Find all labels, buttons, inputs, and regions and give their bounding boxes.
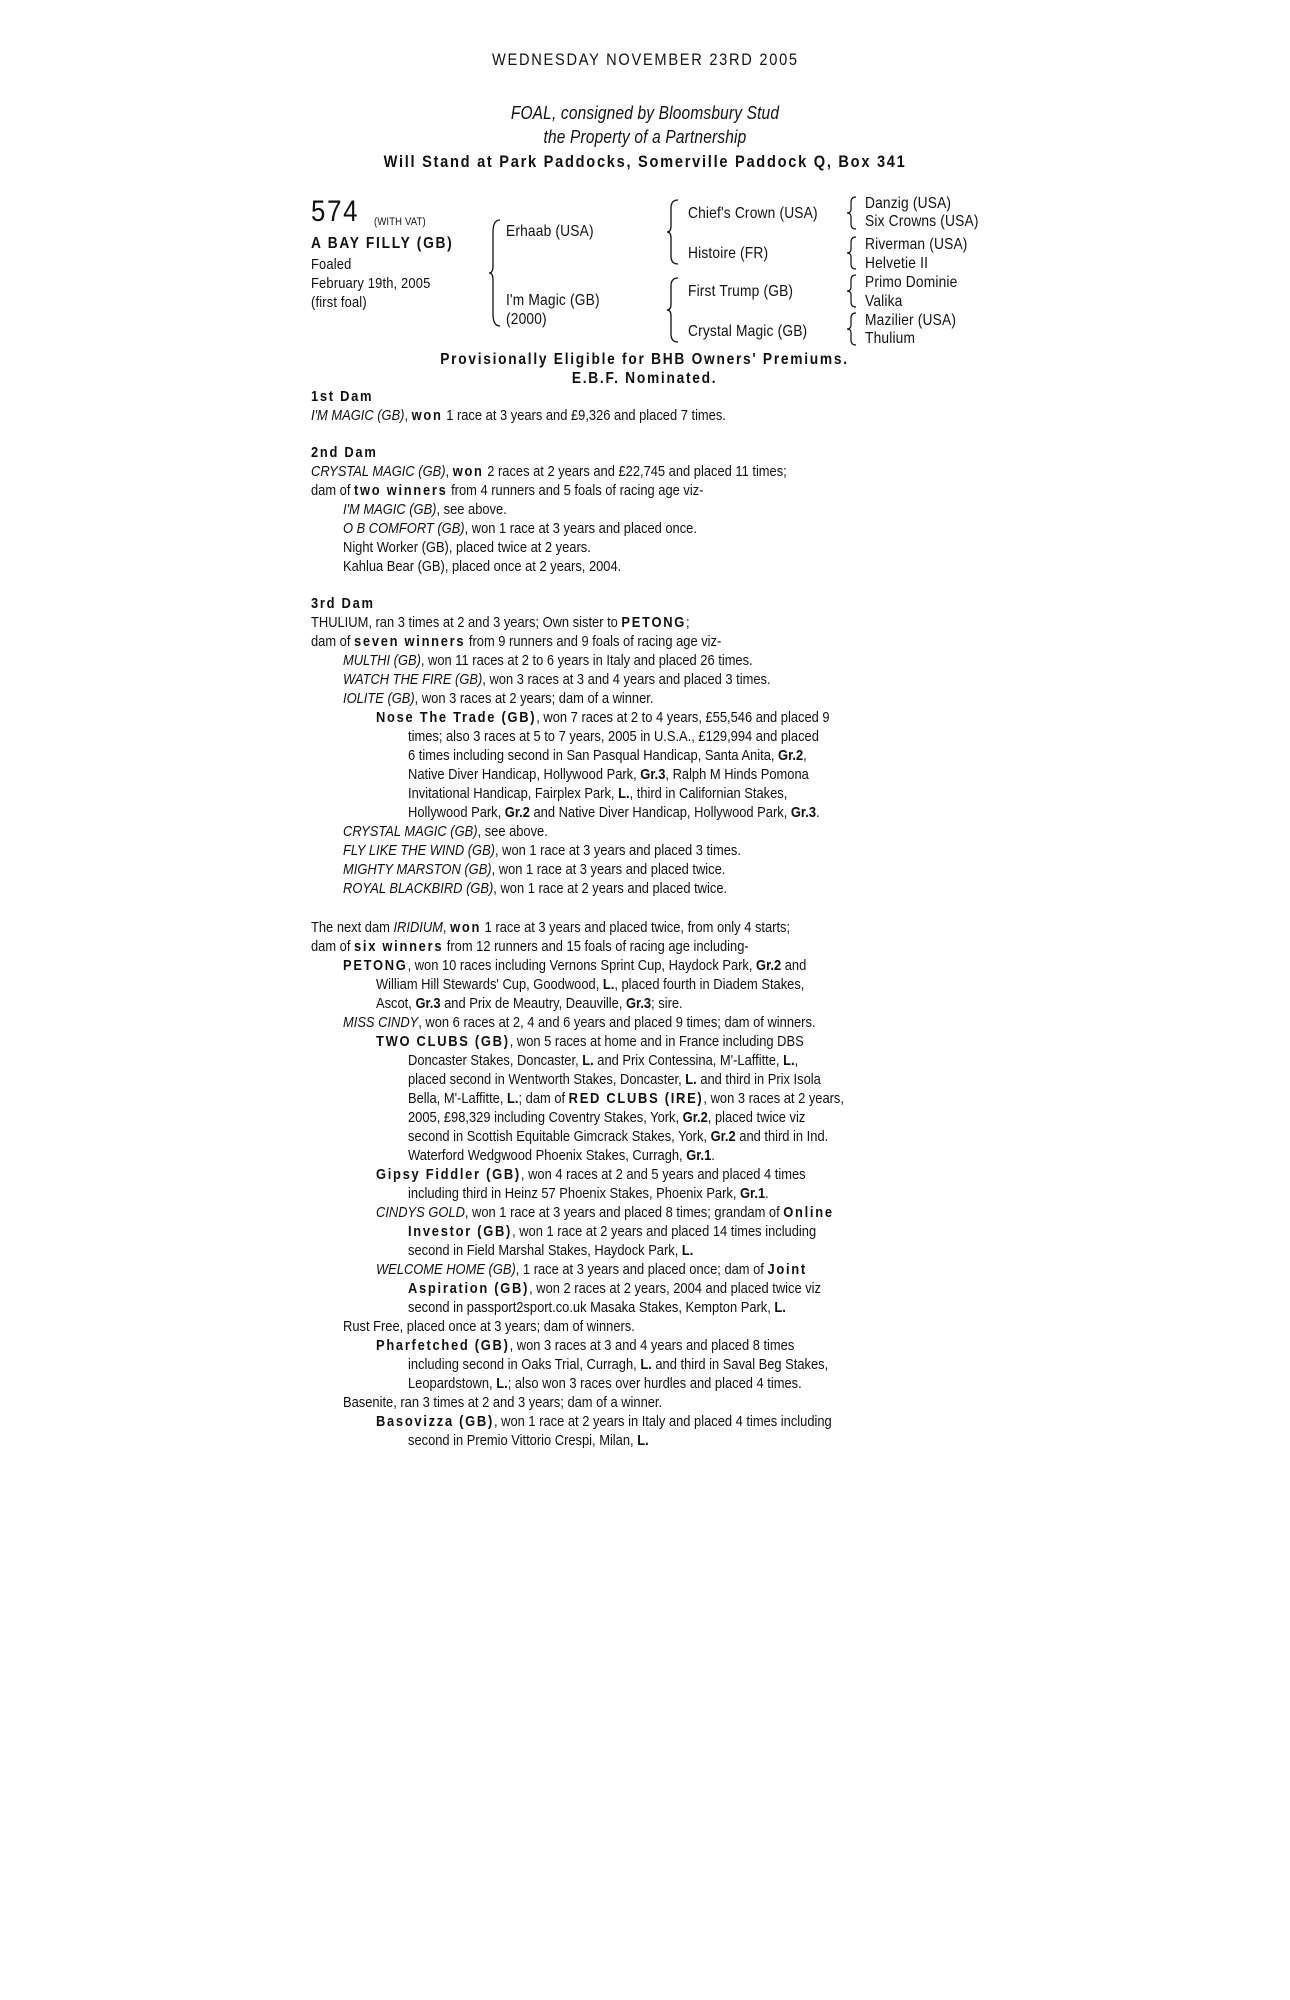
pedigree-g5: Primo Dominie	[865, 274, 958, 291]
gipsy-fiddler-line-2: including third in Heinz 57 Phoenix Stakes, Phoenix Park, Gr.1.	[408, 1185, 769, 1202]
nose-the-trade-line-5: Invitational Handicap, Fairplex Park, L., third in Californian Stakes,	[408, 785, 788, 802]
pedigree-dam-year: (2000)	[506, 311, 547, 328]
two-clubs-line-6: second in Scottish Equitable Gimcrack Stakes, York, Gr.2 and third in Ind.	[408, 1128, 829, 1145]
eligibility-premiums: Provisionally Eligible for BHB Owners' Premiums.	[440, 351, 850, 368]
pharfetched-line-2: including second in Oaks Trial, Curragh, L. and third in Saval Beg Stakes,	[408, 1356, 829, 1373]
pedigree-g3: Riverman (USA)	[865, 236, 968, 253]
nose-the-trade-line-2: times; also 3 races at 5 to 7 years, 2005 in U.S.A., £129,994 and placed	[408, 728, 819, 745]
sale-date: WEDNESDAY NOVEMBER 23RD 2005	[491, 50, 799, 69]
pedigree-g8: Thulium	[865, 330, 916, 347]
third-dam-progeny-4: CRYSTAL MAGIC (GB), see above.	[343, 823, 548, 840]
second-dam-progeny-3: Night Worker (GB), placed twice at 2 years.	[343, 539, 591, 556]
pharfetched-line-3: Leopardstown, L.; also won 3 races over hurdles and placed 4 times.	[408, 1375, 802, 1392]
pedigree-dam-sire: First Trump (GB)	[688, 283, 794, 300]
pedigree-g2: Six Crowns (USA)	[865, 213, 979, 230]
third-dam-produce: dam of seven winners from 9 runners and 9 foals of racing age viz-	[311, 633, 722, 650]
second-dam-produce: dam of two winners from 4 runners and 5 foals of racing age viz-	[311, 482, 704, 499]
two-clubs-line-3: placed second in Wentworth Stakes, Doncaster, L. and third in Prix Isola	[408, 1071, 821, 1088]
lot-description: A BAY FILLY (GB)	[311, 235, 454, 252]
pedigree-sire-dam: Histoire (FR)	[688, 245, 769, 262]
first-foal-note: (first foal)	[311, 294, 367, 311]
eligibility-ebf: E.B.F. Nominated.	[572, 370, 718, 387]
sire-line-brace	[666, 198, 680, 271]
first-dam-heading: 1st Dam	[311, 388, 374, 405]
third-dam-progeny-5: FLY LIKE THE WIND (GB), won 1 race at 3 years and placed 3 times.	[343, 842, 741, 859]
pedigree-g6: Valika	[865, 293, 903, 310]
lot-number: 574	[311, 195, 360, 228]
pedigree-g4: Helvetie II	[865, 255, 929, 272]
pedigree-sire: Erhaab (USA)	[506, 223, 594, 240]
dam-line-brace	[666, 276, 680, 349]
foaled-date: February 19th, 2005	[311, 275, 431, 292]
petong-line-1: PETONG, won 10 races including Vernons Sprint Cup, Haydock Park, Gr.2 and	[343, 957, 807, 974]
two-clubs-line-1: TWO CLUBS (GB), won 5 races at home and in France including DBS	[376, 1033, 804, 1050]
rust-free-line: Rust Free, placed once at 3 years; dam of winners.	[343, 1318, 635, 1335]
cindys-gold-line-1: CINDYS GOLD, won 1 race at 3 years and placed 8 times; grandam of Online	[376, 1204, 834, 1221]
nose-the-trade-line-3: 6 times including second in San Pasqual Handicap, Santa Anita, Gr.2,	[408, 747, 807, 764]
g2-brace	[846, 236, 858, 275]
third-dam-line: THULIUM, ran 3 times at 2 and 3 years; Own sister to PETONG;	[311, 614, 690, 631]
welcome-home-line-1: WELCOME HOME (GB), 1 race at 3 years and placed once; dam of Joint	[376, 1261, 807, 1278]
stand-line: Will Stand at Park Paddocks, Somerville Paddock Q, Box 341	[383, 152, 907, 171]
basenite-line: Basenite, ran 3 times at 2 and 3 years; dam of a winner.	[343, 1394, 663, 1411]
cindys-gold-line-2: Investor (GB), won 1 race at 2 years and placed 14 times including	[408, 1223, 817, 1240]
g4-brace	[846, 312, 858, 351]
consignor-line: FOAL, consigned by Bloomsbury Stud	[510, 103, 780, 123]
pedigree-dam-dam: Crystal Magic (GB)	[688, 323, 808, 340]
g1-brace	[846, 196, 858, 235]
third-dam-progeny-7: ROYAL BLACKBIRD (GB), won 1 race at 2 years and placed twice.	[343, 880, 728, 897]
second-dam-line: CRYSTAL MAGIC (GB), won 2 races at 2 years and £22,745 and placed 11 times;	[311, 463, 787, 480]
second-dam-progeny-2: O B COMFORT (GB), won 1 race at 3 years and placed once.	[343, 520, 697, 537]
first-dam-line: I'M MAGIC (GB), won 1 race at 3 years and £9,326 and placed 7 times.	[311, 407, 726, 424]
foaled-label: Foaled	[311, 256, 352, 273]
petong-line-3: Ascot, Gr.3 and Prix de Meautry, Deauville, Gr.3; sire.	[376, 995, 683, 1012]
second-dam-heading: 2nd Dam	[311, 444, 378, 461]
third-dam-progeny-1: MULTHI (GB), won 11 races at 2 to 6 years in Italy and placed 26 times.	[343, 652, 753, 669]
pharfetched-line-1: Pharfetched (GB), won 3 races at 3 and 4 years and placed 8 times	[376, 1337, 795, 1354]
welcome-home-line-3: second in passport2sport.co.uk Masaka Stakes, Kempton Park, L.	[408, 1299, 786, 1316]
cindys-gold-line-3: second in Field Marshal Stakes, Haydock Park, L.	[408, 1242, 694, 1259]
petong-line-2: William Hill Stewards' Cup, Goodwood, L., placed fourth in Diadem Stakes,	[376, 976, 805, 993]
pedigree-sire-sire: Chief's Crown (USA)	[688, 205, 818, 222]
second-dam-progeny-4: Kahlua Bear (GB), placed once at 2 years, 2004.	[343, 558, 622, 575]
third-dam-progeny-2: WATCH THE FIRE (GB), won 3 races at 3 and 4 years and placed 3 times.	[343, 671, 771, 688]
pedigree-g7: Mazilier (USA)	[865, 312, 957, 329]
vat-note: (WITH VAT)	[374, 216, 426, 228]
sire-dam-brace	[488, 218, 502, 333]
third-dam-progeny-3: IOLITE (GB), won 3 races at 2 years; dam of a winner.	[343, 690, 654, 707]
two-clubs-line-5: 2005, £98,329 including Coventry Stakes, York, Gr.2, placed twice viz	[408, 1109, 806, 1126]
next-dam-line-1: The next dam IRIDIUM, won 1 race at 3 years and placed twice, from only 4 starts;	[311, 919, 791, 936]
nose-the-trade-line-1: Nose The Trade (GB), won 7 races at 2 to 4 years, £55,546 and placed 9	[376, 709, 830, 726]
welcome-home-line-2: Aspiration (GB), won 2 races at 2 years, 2004 and placed twice viz	[408, 1280, 821, 1297]
nose-the-trade-line-4: Native Diver Handicap, Hollywood Park, Gr.3, Ralph M Hinds Pomona	[408, 766, 809, 783]
two-clubs-line-7: Waterford Wedgwood Phoenix Stakes, Curragh, Gr.1.	[408, 1147, 715, 1164]
basovizza-line-1: Basovizza (GB), won 1 race at 2 years in Italy and placed 4 times including	[376, 1413, 832, 1430]
second-dam-progeny-1: I'M MAGIC (GB), see above.	[343, 501, 507, 518]
third-dam-progeny-6: MIGHTY MARSTON (GB), won 1 race at 3 years and placed twice.	[343, 861, 726, 878]
nose-the-trade-line-6: Hollywood Park, Gr.2 and Native Diver Handicap, Hollywood Park, Gr.3.	[408, 804, 820, 821]
two-clubs-line-4: Bella, M'-Laffitte, L.; dam of RED CLUBS (IRE), won 3 races at 2 years,	[408, 1090, 844, 1107]
pedigree-g1: Danzig (USA)	[865, 195, 952, 212]
miss-cindy-line: MISS CINDY, won 6 races at 2, 4 and 6 years and placed 9 times; dam of winners.	[343, 1014, 816, 1031]
pedigree-dam: I'm Magic (GB)	[506, 292, 600, 309]
basovizza-line-2: second in Premio Vittorio Crespi, Milan, L.	[408, 1432, 649, 1449]
gipsy-fiddler-line-1: Gipsy Fiddler (GB), won 4 races at 2 and 5 years and placed 4 times	[376, 1166, 806, 1183]
property-line: the Property of a Partnership	[543, 127, 747, 147]
third-dam-heading: 3rd Dam	[311, 595, 375, 612]
two-clubs-line-2: Doncaster Stakes, Doncaster, L. and Prix Contessina, M'-Laffitte, L.,	[408, 1052, 799, 1069]
next-dam-line-2: dam of six winners from 12 runners and 15 foals of racing age including-	[311, 938, 749, 955]
g3-brace	[846, 274, 858, 313]
